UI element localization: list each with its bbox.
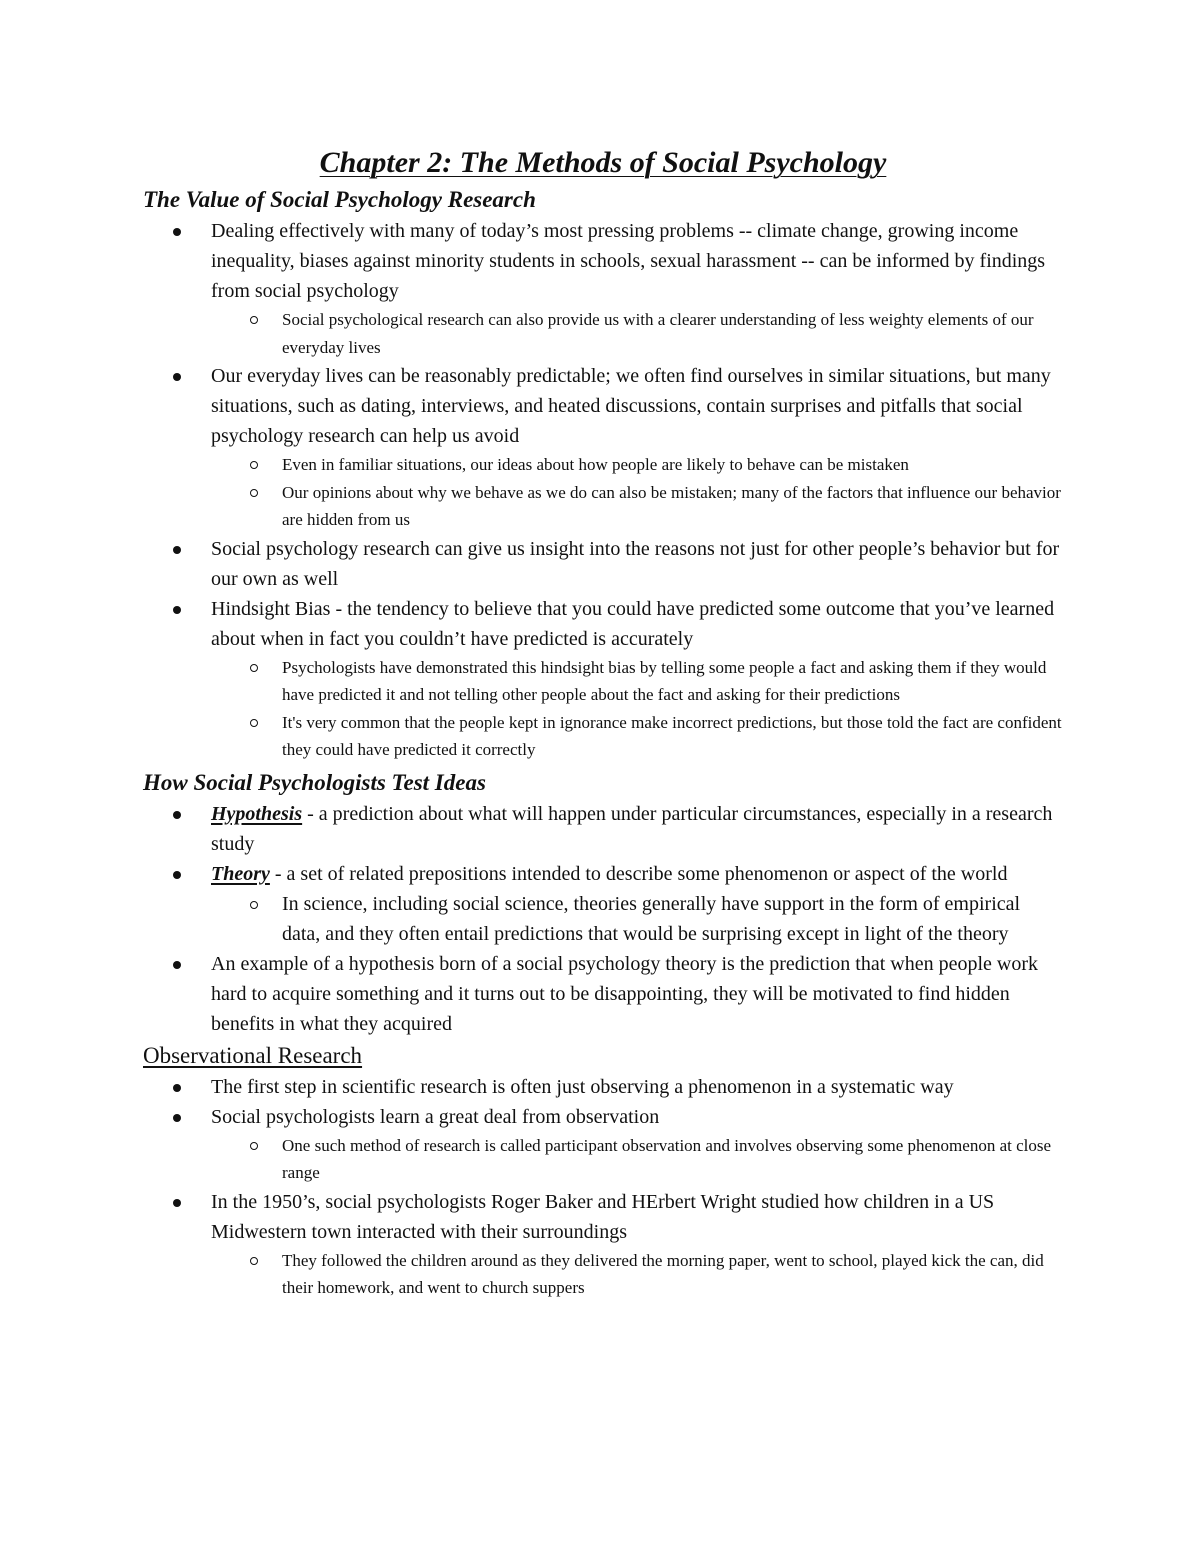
bullet-icon [173, 871, 181, 879]
sub-list-item [143, 654, 1063, 709]
term-theory: Theory [211, 862, 270, 885]
bullet-icon [173, 1199, 181, 1207]
bullet-icon [173, 1114, 181, 1122]
page-title: Chapter 2: The Methods of Social Psychology [319, 146, 887, 179]
list-item [143, 594, 1063, 654]
circle-bullet-icon [250, 901, 258, 909]
list-item [143, 1102, 1063, 1132]
bullet-text: - a set of related prepositions intended to describe some phenomenon or aspect of the world [269, 862, 1008, 885]
sub-bullet-text: In science, including social science, theories generally have support in the form of empirical data, and they often entail predictions that would be surprising except in light of the theory [282, 892, 1021, 945]
list-item [143, 216, 1063, 306]
bullet-text: Dealing effectively with many of today’s most pressing problems -- climate change, growing income inequality, biases against minority students in schools, sexual harassment -- can be informed by findings from social psychology [211, 220, 1046, 302]
circle-bullet-icon [250, 719, 258, 727]
section-heading: Observational Research [143, 1042, 363, 1068]
bullet-icon [173, 606, 181, 614]
list-item [143, 534, 1063, 594]
bullet-list [143, 799, 1063, 1039]
bullet-text: An example of a hypothesis born of a social psychology theory is the prediction that when people work hard to acquire something and it turns out to be disappointing, they will be motivated to find hidden benefits in what they acquired [211, 952, 1039, 1035]
sub-list-item [143, 1132, 1063, 1187]
list-item [143, 949, 1063, 1039]
list-item [143, 1187, 1063, 1247]
sub-list-item [143, 306, 1063, 361]
bullet-icon [173, 961, 181, 969]
circle-bullet-icon [250, 664, 258, 672]
sub-bullet-text: Psychologists have demonstrated this hindsight bias by telling some people a fact and asking them if they would have predicted it and not telling other people about the fact and asking for their predictions [282, 657, 1047, 704]
circle-bullet-icon [250, 1142, 258, 1150]
list-item [143, 859, 1063, 889]
bullet-text: Our everyday lives can be reasonably predictable; we often find ourselves in similar situations, but many situations, such as dating, interviews, and heated discussions, contain surprises and pitfalls that social psychology research can help us avoid [211, 365, 1051, 447]
section-heading: The Value of Social Psychology Research [143, 187, 536, 212]
bullet-text: Social psychologists learn a great deal from observation [211, 1105, 660, 1128]
sub-bullet-text: One such method of research is called participant observation and involves observing some phenomenon at close range [282, 1135, 1052, 1182]
list-item [143, 1072, 1063, 1102]
bullet-list [143, 216, 1063, 764]
sub-list-item [143, 451, 1063, 479]
bullet-text: The first step in scientific research is often just observing a phenomenon in a systematic way [211, 1075, 954, 1098]
sub-bullet-text: They followed the children around as they delivered the morning paper, went to school, played kick the can, did their homework, and went to church suppers [282, 1250, 1044, 1297]
term-hypothesis: Hypothesis [211, 802, 303, 825]
list-item [143, 361, 1063, 451]
bullet-text: Social psychology research can give us insight into the reasons not just for other people’s behavior but for our own as well [211, 537, 1060, 590]
sub-list-item [143, 889, 1063, 949]
bullet-text: In the 1950’s, social psychologists Roger Baker and HErbert Wright studied how children in a US Midwestern town interacted with their surroundings [211, 1190, 995, 1243]
sub-bullet-text: It's very common that the people kept in ignorance make incorrect predictions, but those told the fact are confident they could have predicted it correctly [282, 712, 1062, 759]
circle-bullet-icon [250, 1257, 258, 1265]
sub-list-item [143, 709, 1063, 764]
sub-bullet-text: Our opinions about why we behave as we do can also be mistaken; many of the factors that influence our behavior are hidden from us [282, 482, 1061, 529]
sub-bullet-text: Even in familiar situations, our ideas about how people are likely to behave can be mistaken [282, 455, 909, 474]
bullet-text: Hindsight Bias - the tendency to believe that you could have predicted some outcome that you’ve learned about when in fact you couldn’t have predicted is accurately [211, 597, 1055, 650]
bullet-icon [173, 546, 181, 554]
list-item [143, 799, 1063, 859]
bullet-icon [173, 228, 181, 236]
bullet-icon [173, 373, 181, 381]
sub-list-item [143, 479, 1063, 534]
circle-bullet-icon [250, 489, 258, 497]
bullet-icon [173, 811, 181, 819]
circle-bullet-icon [250, 461, 258, 469]
bullet-text: - a prediction about what will happen under particular circumstances, especially in a research study [211, 802, 1053, 855]
sub-list-item [143, 1247, 1063, 1302]
bullet-icon [173, 1084, 181, 1092]
document-page [143, 143, 1063, 1302]
sub-bullet-text: Social psychological research can also provide us with a clearer understanding of less weighty elements of our everyday lives [282, 310, 1034, 357]
section-heading: How Social Psychologists Test Ideas [143, 769, 486, 795]
bullet-list [143, 1072, 1063, 1302]
circle-bullet-icon [250, 316, 258, 324]
